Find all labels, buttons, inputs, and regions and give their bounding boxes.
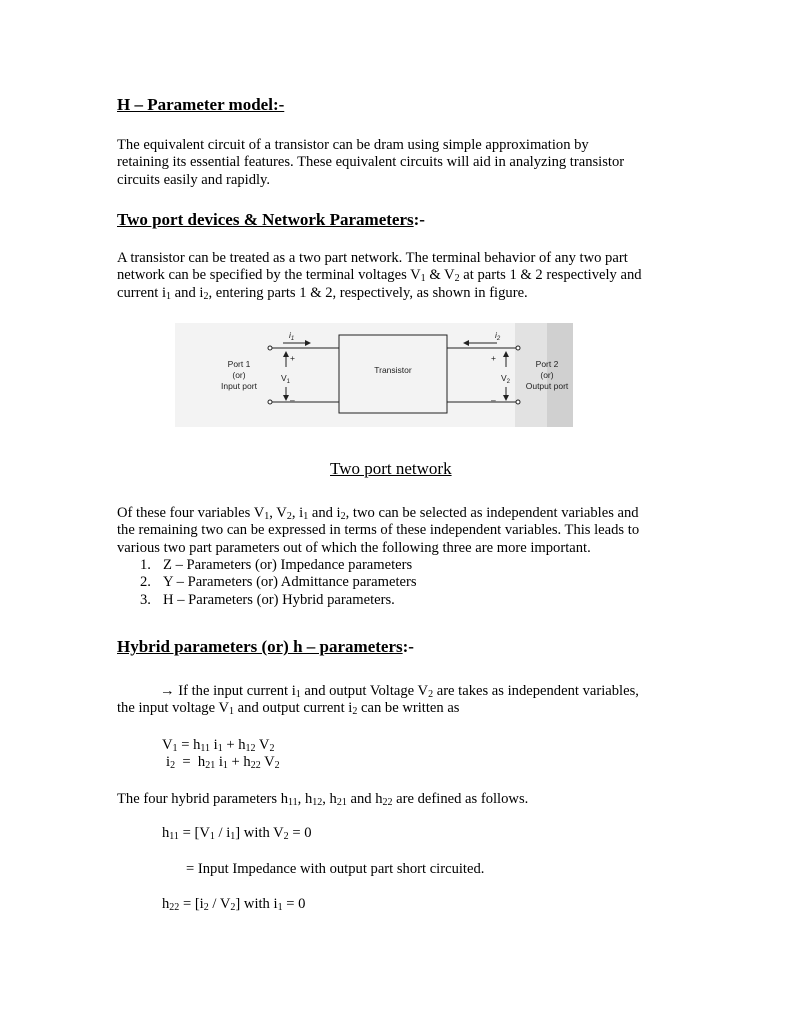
subscript: 1 (230, 831, 236, 842)
transistor-label: Transistor (374, 365, 412, 375)
text-part: = h (177, 737, 201, 753)
v2-label: $V_2$ (501, 373, 511, 385)
h22-definition (162, 896, 305, 913)
text-line: various two part parameters out of which the following three are more important. (117, 539, 591, 556)
list-text: Z – Parameters (or) Impedance parameters (163, 557, 413, 573)
heading-h-parameter-model: H – Parameter model:- (117, 95, 285, 114)
subscript: 1 (229, 706, 235, 717)
text-part: i (166, 754, 171, 770)
equation-i2 (166, 754, 280, 771)
subscript: 22 (382, 797, 393, 808)
text-part: , i (291, 505, 304, 521)
subscript: 21 (205, 760, 216, 771)
port2-output: Output port (525, 381, 569, 391)
port1-label: Port 1 (227, 359, 251, 369)
text-part: ] with i (235, 896, 278, 912)
v1-minus: – (290, 395, 295, 405)
hybrid-intro-line2 (117, 700, 677, 717)
heading-two-port-devices (117, 211, 425, 228)
terminal-node (516, 400, 520, 404)
heading-hybrid-parameters (117, 638, 414, 655)
text-part: are defined as follows. (392, 791, 529, 807)
subscript: 2 (170, 760, 176, 771)
text-part: = [V (178, 825, 210, 841)
text-part: & V (425, 267, 455, 284)
subscript: 2 (203, 290, 209, 302)
text-part: can be written as (357, 700, 460, 716)
text-part: + h (227, 754, 251, 770)
text-line: The equivalent circuit of a transistor can be dram using simple approximation by (117, 137, 589, 153)
defs-intro (117, 791, 677, 808)
h11-definition (162, 825, 312, 842)
subscript: 2 (352, 706, 358, 717)
hybrid-intro-line1 (160, 683, 680, 700)
text-part: the input voltage V (117, 700, 230, 716)
subscript: 1 (166, 290, 172, 302)
list-number: 1. (140, 557, 151, 573)
v2-minus: – (491, 395, 496, 405)
subscript: 1 (264, 511, 270, 522)
text-part: + h (222, 737, 246, 753)
text-line: retaining its essential features. These equivalent circuits will aid in analyzing transistor (117, 154, 625, 171)
text-part: , two can be selected as independent variables and (345, 505, 639, 521)
heading-text: Hybrid parameters (or) h – parameters (117, 637, 403, 656)
list-number: 2. (140, 574, 151, 591)
v2-plus: + (491, 353, 496, 363)
list-number: 3. (140, 591, 151, 608)
list-item (140, 592, 640, 609)
subscript: 11 (288, 797, 298, 808)
text-part: The four hybrid parameters h (117, 791, 289, 807)
port1-input: Input port (221, 381, 257, 391)
text-part: / V (208, 896, 231, 912)
text-line: the remaining two can be expressed in terms of these independent variables. This leads to (117, 522, 640, 539)
text-part: , V (269, 505, 287, 521)
i2-label: $i_2$ (495, 330, 501, 342)
variables-paragraph (117, 505, 677, 557)
i1-label: $i_1$ (289, 330, 295, 342)
port2-or: (or) (540, 370, 554, 380)
list-item (140, 574, 640, 591)
text-part: and output Voltage V (300, 683, 429, 699)
text-line: A transistor can be treated as a two part network. The terminal behavior of any two part (117, 250, 628, 266)
subscript: 21 (336, 797, 347, 808)
text-part: = [i (179, 896, 204, 912)
text-part: , entering parts 1 & 2, respectively, as shown in figure. (208, 284, 528, 301)
port2-label: Port 2 (535, 359, 559, 369)
text-part: = 0 (288, 825, 312, 841)
list-text: H – Parameters (or) Hybrid parameters. (163, 591, 395, 608)
subscript: 1 (222, 760, 228, 771)
two-port-network-figure (175, 323, 573, 427)
text-line (117, 267, 677, 284)
text-part: are takes as independent variables, (433, 683, 639, 699)
text-part: i (210, 737, 218, 753)
text-part: V (260, 754, 275, 770)
text-part: = 0 (282, 896, 306, 912)
list-text: Y – Parameters (or) Admittance parameters (163, 574, 417, 591)
text-part: ] with V (235, 825, 284, 841)
subscript: 2 (340, 511, 346, 522)
text-part: and h (346, 791, 383, 807)
list-item (140, 557, 640, 574)
subscript: 2 (203, 902, 209, 913)
subscript: 11 (200, 743, 211, 754)
text-part: V (255, 737, 270, 753)
text-part: / i (214, 825, 231, 841)
text-part: h (162, 825, 170, 841)
subscript: 12 (312, 797, 323, 808)
port1-or: (or) (232, 370, 246, 380)
heading-text: Two port devices & Network Parameters (117, 210, 414, 229)
heading-suffix: :- (413, 210, 425, 229)
subscript: 2 (230, 902, 236, 913)
text-part: → If the input current i (160, 683, 296, 699)
circuit-diagram (175, 323, 573, 427)
equation-v1 (162, 737, 274, 754)
subscript: 22 (250, 760, 261, 771)
subscript: 2 (428, 689, 434, 700)
subscript: 22 (169, 902, 180, 913)
figure-caption: Two port network (330, 459, 452, 478)
v1-plus: + (290, 353, 295, 363)
subscript: 2 (274, 760, 280, 771)
text-part: h (162, 896, 170, 912)
intro-paragraph (117, 137, 677, 189)
subscript: 2 (269, 743, 275, 754)
subscript: 1 (217, 743, 223, 754)
subscript: 11 (169, 831, 179, 842)
text-part: V (162, 737, 173, 753)
text-line (117, 505, 677, 522)
parameters-list (140, 557, 640, 609)
subscript: 1 (420, 273, 426, 285)
two-port-paragraph (117, 250, 677, 302)
terminal-node (268, 400, 272, 404)
heading-suffix: :- (402, 637, 414, 656)
subscript: 1 (277, 902, 283, 913)
subscript: 1 (209, 831, 215, 842)
terminal-node (516, 346, 520, 350)
subscript: 12 (245, 743, 256, 754)
text-part: and i (171, 284, 204, 301)
text-part: and output current i (234, 700, 353, 716)
text-part: current i (117, 284, 167, 301)
terminal-node (268, 346, 272, 350)
text-line (117, 285, 677, 302)
text-part: i (215, 754, 223, 770)
h11-description: = Input Impedance with output part short circuited. (186, 861, 485, 877)
text-part: , h (322, 791, 337, 807)
text-part: Of these four variables V (117, 505, 265, 521)
text-part: and i (308, 505, 341, 521)
text-line: circuits easily and rapidly. (117, 171, 271, 188)
subscript: 1 (303, 511, 309, 522)
text-part: at parts 1 & 2 respectively and (459, 267, 642, 284)
text-part: , h (297, 791, 313, 807)
subscript: 2 (283, 831, 289, 842)
subscript: 1 (295, 689, 301, 700)
text-part: network can be specified by the terminal voltages V (117, 267, 421, 284)
subscript: 2 (286, 511, 292, 522)
subscript: 1 (172, 743, 178, 754)
subscript: 2 (454, 273, 460, 285)
v1-label: $V_1$ (281, 373, 291, 385)
text-part: = h (175, 754, 206, 770)
